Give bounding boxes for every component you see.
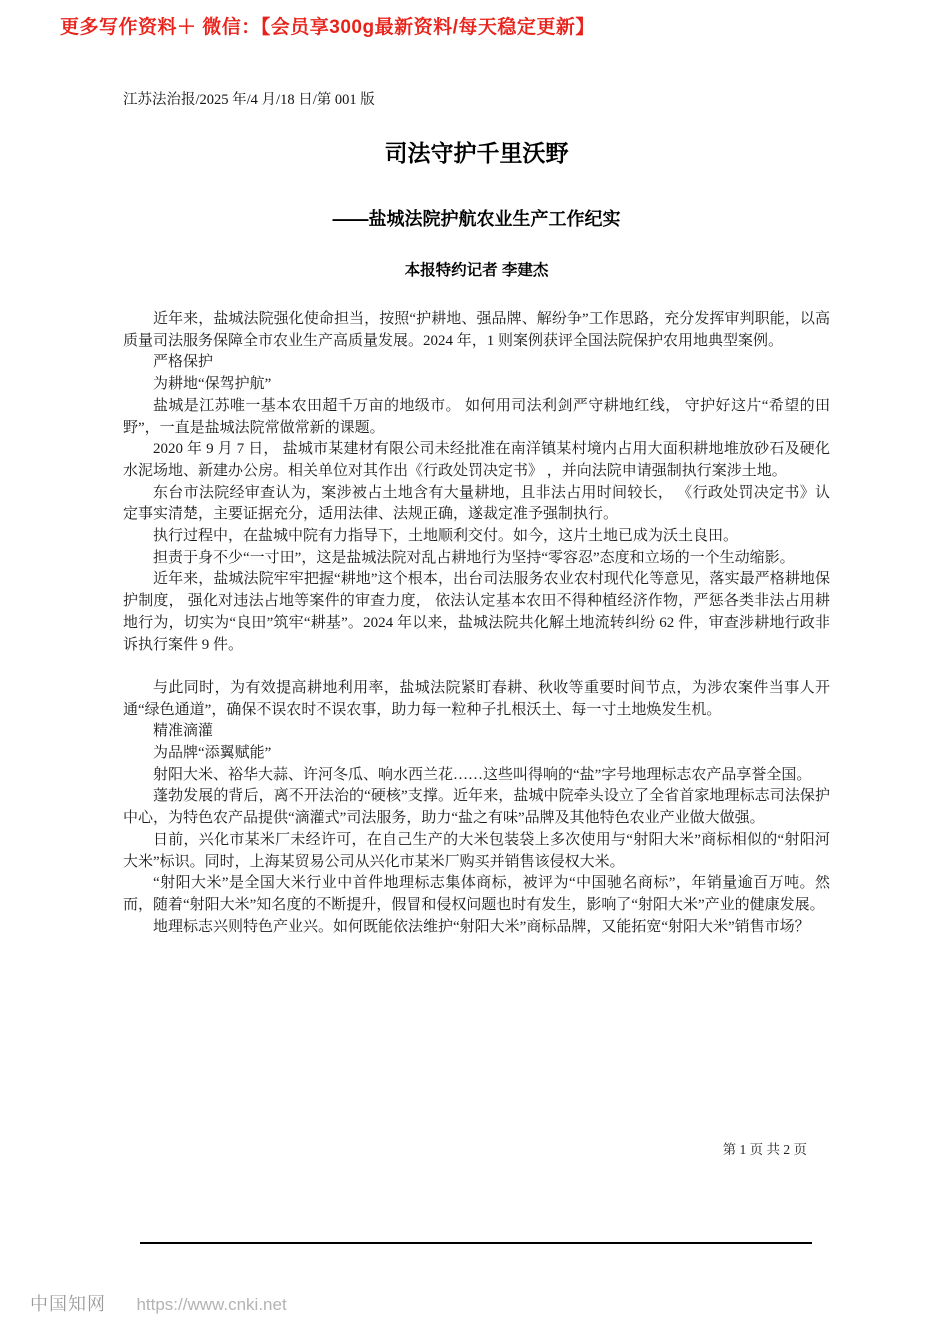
article-paragraph: 盐城是江苏唯一基本农田超千万亩的地级市。 如何用司法利剑严守耕地红线， 守护好这片“希望的田野”，一直是盐城法院常做常新的课题。 <box>123 397 830 436</box>
article-paragraph: 执行过程中，在盐城中院有力指导下，土地顺利交付。如今，这片土地已成为沃土良田。 <box>153 528 739 545</box>
article-paragraph: 担责于身不少“一寸田”，这是盐城法院对乱占耕地行为坚持“零容忍”态度和立场的一个生动缩影。 <box>153 549 795 566</box>
article-paragraph: “射阳大米”是全国大米行业中首件地理标志集体商标，被评为“中国驰名商标”，年销量逾百万吨。然而，随着“射阳大米”知名度的不断提升，假冒和侵权问题也时有发生，影响了“射阳大米”产业的健康发展。 <box>123 875 830 913</box>
article-paragraph: 近年来，盐城法院牢牢把握“耕地”这个根本，出台司法服务农业农村现代化等意见，落实最严格耕地保护制度， 强化对违法占地等案件的审查力度， 依法认定基本农田不得种植经济作物，严惩各类非法占用耕地行为，切实为“良田”筑牢“耕基”。2024 年以来，盐城法院共化解土地流转纠纷 62 件，审查涉耕地行政非诉执行案件 9 件。 <box>123 571 830 653</box>
article-paragraph <box>123 656 830 678</box>
page-indicator: 第 1 页 共 2 页 <box>722 1142 807 1157</box>
cnki-url-link[interactable]: https://www.cnki.net <box>136 1295 287 1314</box>
footer-divider <box>140 1242 812 1244</box>
article-paragraph: 日前，兴化市某米厂未经许可，在自己生产的大米包装袋上多次使用与“射阳大米”商标相似的“射阳河大米”标识。同时，上海某贸易公司从兴化市某米厂购买并销售该侵权大米。 <box>123 831 830 870</box>
article-paragraph: 蓬勃发展的背后，离不开法治的“硬核”支撑。近年来，盐城中院牵头设立了全省首家地理标志司法保护中心，为特色农产品提供“滴灌式”司法服务，助力“盐之有味”品牌及其他特色农业产业做大做强。 <box>123 788 830 827</box>
article-paragraph: 与此同时，为有效提高耕地利用率，盐城法院紧盯春耕、秋收等重要时间节点，为涉农案件当事人开通“绿色通道”，确保不误农时不误农事，助力每一粒种子扎根沃土、每一寸土地焕发生机。 <box>123 679 830 718</box>
cnki-watermark <box>30 1290 287 1316</box>
article-author: 本报特约记者 李建杰 <box>404 262 549 279</box>
article-body <box>123 88 830 938</box>
article-paragraph: 射阳大米、裕华大蒜、许河冬瓜、响水西兰花……这些叫得响的“盐”字号地理标志农产品享誉全国。 <box>153 766 812 783</box>
cnki-logo: 中国知网 <box>30 1294 106 1314</box>
article-paragraph: 2020 年 9 月 7 日， 盐城市某建材有限公司未经批准在南洋镇某村境内占用大面积耕地堆放砂石及硬化水泥场地、新建办公房。相关单位对其作出《行政处罚决定书》 ，并向法院申请强制执行案涉土地。 <box>123 441 830 479</box>
article-paragraphs <box>123 309 830 938</box>
section-subhead: 为品牌“添翼赋能” <box>153 745 272 762</box>
article-subtitle: ——盐城法院护航农业生产工作纪实 <box>332 209 621 229</box>
article-paragraph: 地理标志兴则特色产业兴。如何既能依法维护“射阳大米”商标品牌，又能拓宽“射阳大米”销售市场？ <box>153 918 810 935</box>
publication-source: 江苏法治报/2025 年/4 月/18 日/第 001 版 <box>123 92 375 108</box>
article-title: 司法守护千里沃野 <box>384 140 569 166</box>
section-subhead: 为耕地“保驾护航” <box>153 376 272 393</box>
article-paragraph: 东台市法院经审查认为，案涉被占土地含有大量耕地，且非法占用时间较长， 《行政处罚决定书》认定事实清楚，主要证据充分，适用法律、法规正确，遂裁定准予强制执行。 <box>123 484 830 523</box>
section-subhead: 严格保护 <box>153 354 214 371</box>
promo-banner: 更多写作资料＋ 微信：【会员享300g最新资料/每天稳定更新】 <box>60 17 595 38</box>
section-subhead: 精准滴灌 <box>153 723 214 740</box>
article-paragraph: 近年来，盐城法院强化使命担当，按照“护耕地、强品牌、解纷争”工作思路，充分发挥审判职能，以高质量司法服务保障全市农业生产高质量发展。2024 年，1 则案例获评全国法院保护农用地典型案例。 <box>123 311 830 349</box>
